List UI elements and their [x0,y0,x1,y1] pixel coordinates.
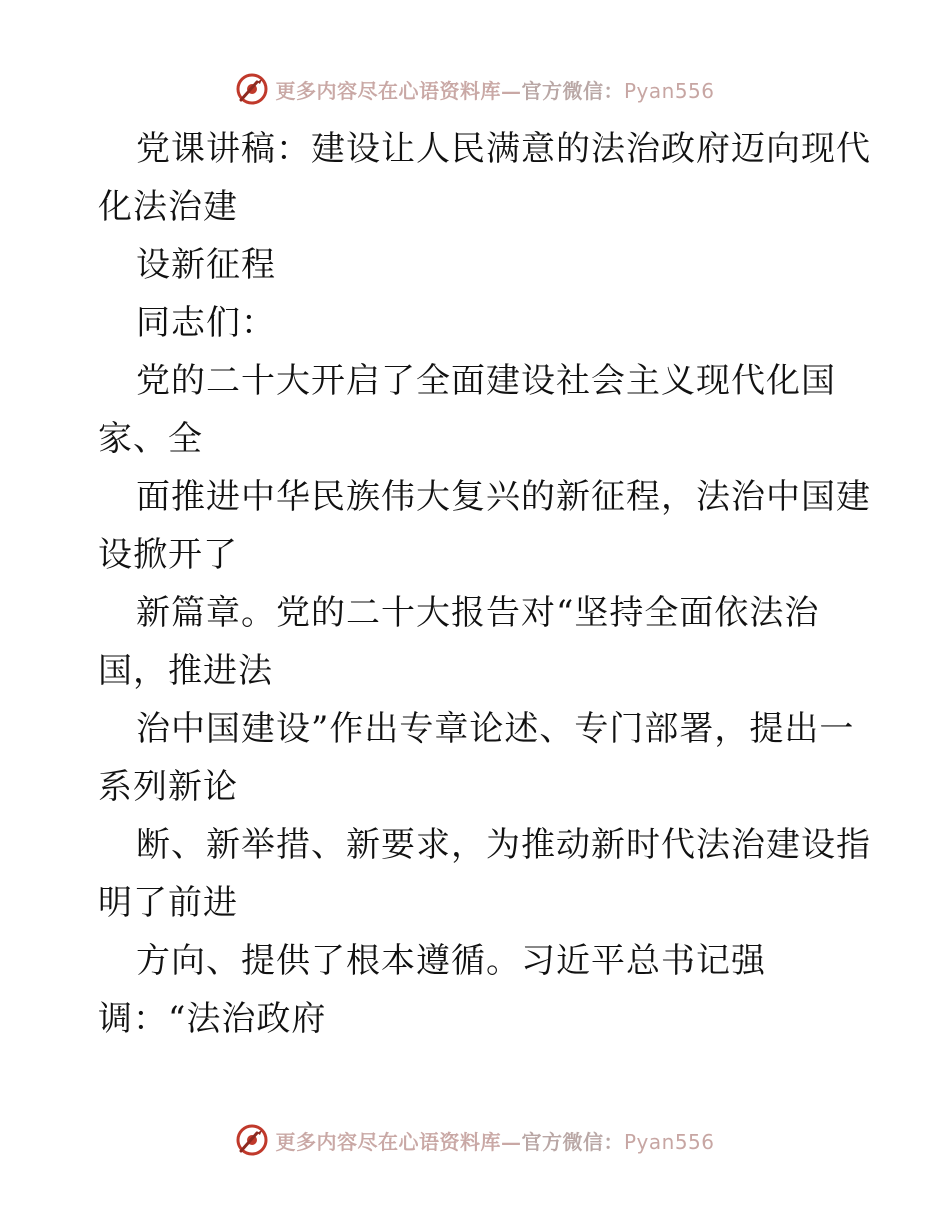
footer-banner-text [275,1126,714,1155]
document-line: 家、全 [98,419,203,459]
document-line: 面推进中华民族伟大复兴的新征程，法治中国建 [136,477,871,517]
document-line: 设掀开了 [98,535,238,575]
document-line: 方向、提供了根本遵循。习近平总书记强 [136,941,766,981]
site-name: 更多内容尽在心语资料库 [275,78,501,103]
document-line: 同志们： [136,303,276,343]
banner-dash: — [500,78,522,103]
wechat-id: Pyan556 [623,78,715,103]
wechat-label: 官方微信： [521,78,624,103]
document-line: 断、新举措、新要求，为推动新时代法治建设指 [136,825,871,865]
document-line: 党课讲稿：建设让人民满意的法治政府迈向现代 [136,129,871,169]
document-line: 调：“法治政府 [98,999,327,1039]
document-line: 系列新论 [98,767,238,807]
wechat-label: 官方微信： [521,1129,624,1154]
document-line: 国，推进法 [98,651,273,691]
header-banner-text [275,75,714,104]
banner-dash: — [500,1129,522,1154]
document-line: 党的二十大开启了全面建设社会主义现代化国 [136,361,836,401]
brand-logo-icon [235,1123,269,1157]
brand-logo-icon [235,72,269,106]
document-body [98,120,871,1048]
document-line: 设新征程 [136,245,276,285]
document-line: 化法治建 [98,187,238,227]
document-line: 新篇章。党的二十大报告对“坚持全面依法治 [136,593,820,633]
document-line: 明了前进 [98,883,238,923]
document-line: 治中国建设”作出专章论述、专门部署，提出一 [136,709,855,749]
header-banner [0,72,950,106]
site-name: 更多内容尽在心语资料库 [275,1129,501,1154]
wechat-id: Pyan556 [623,1129,715,1154]
footer-banner [0,1123,950,1157]
